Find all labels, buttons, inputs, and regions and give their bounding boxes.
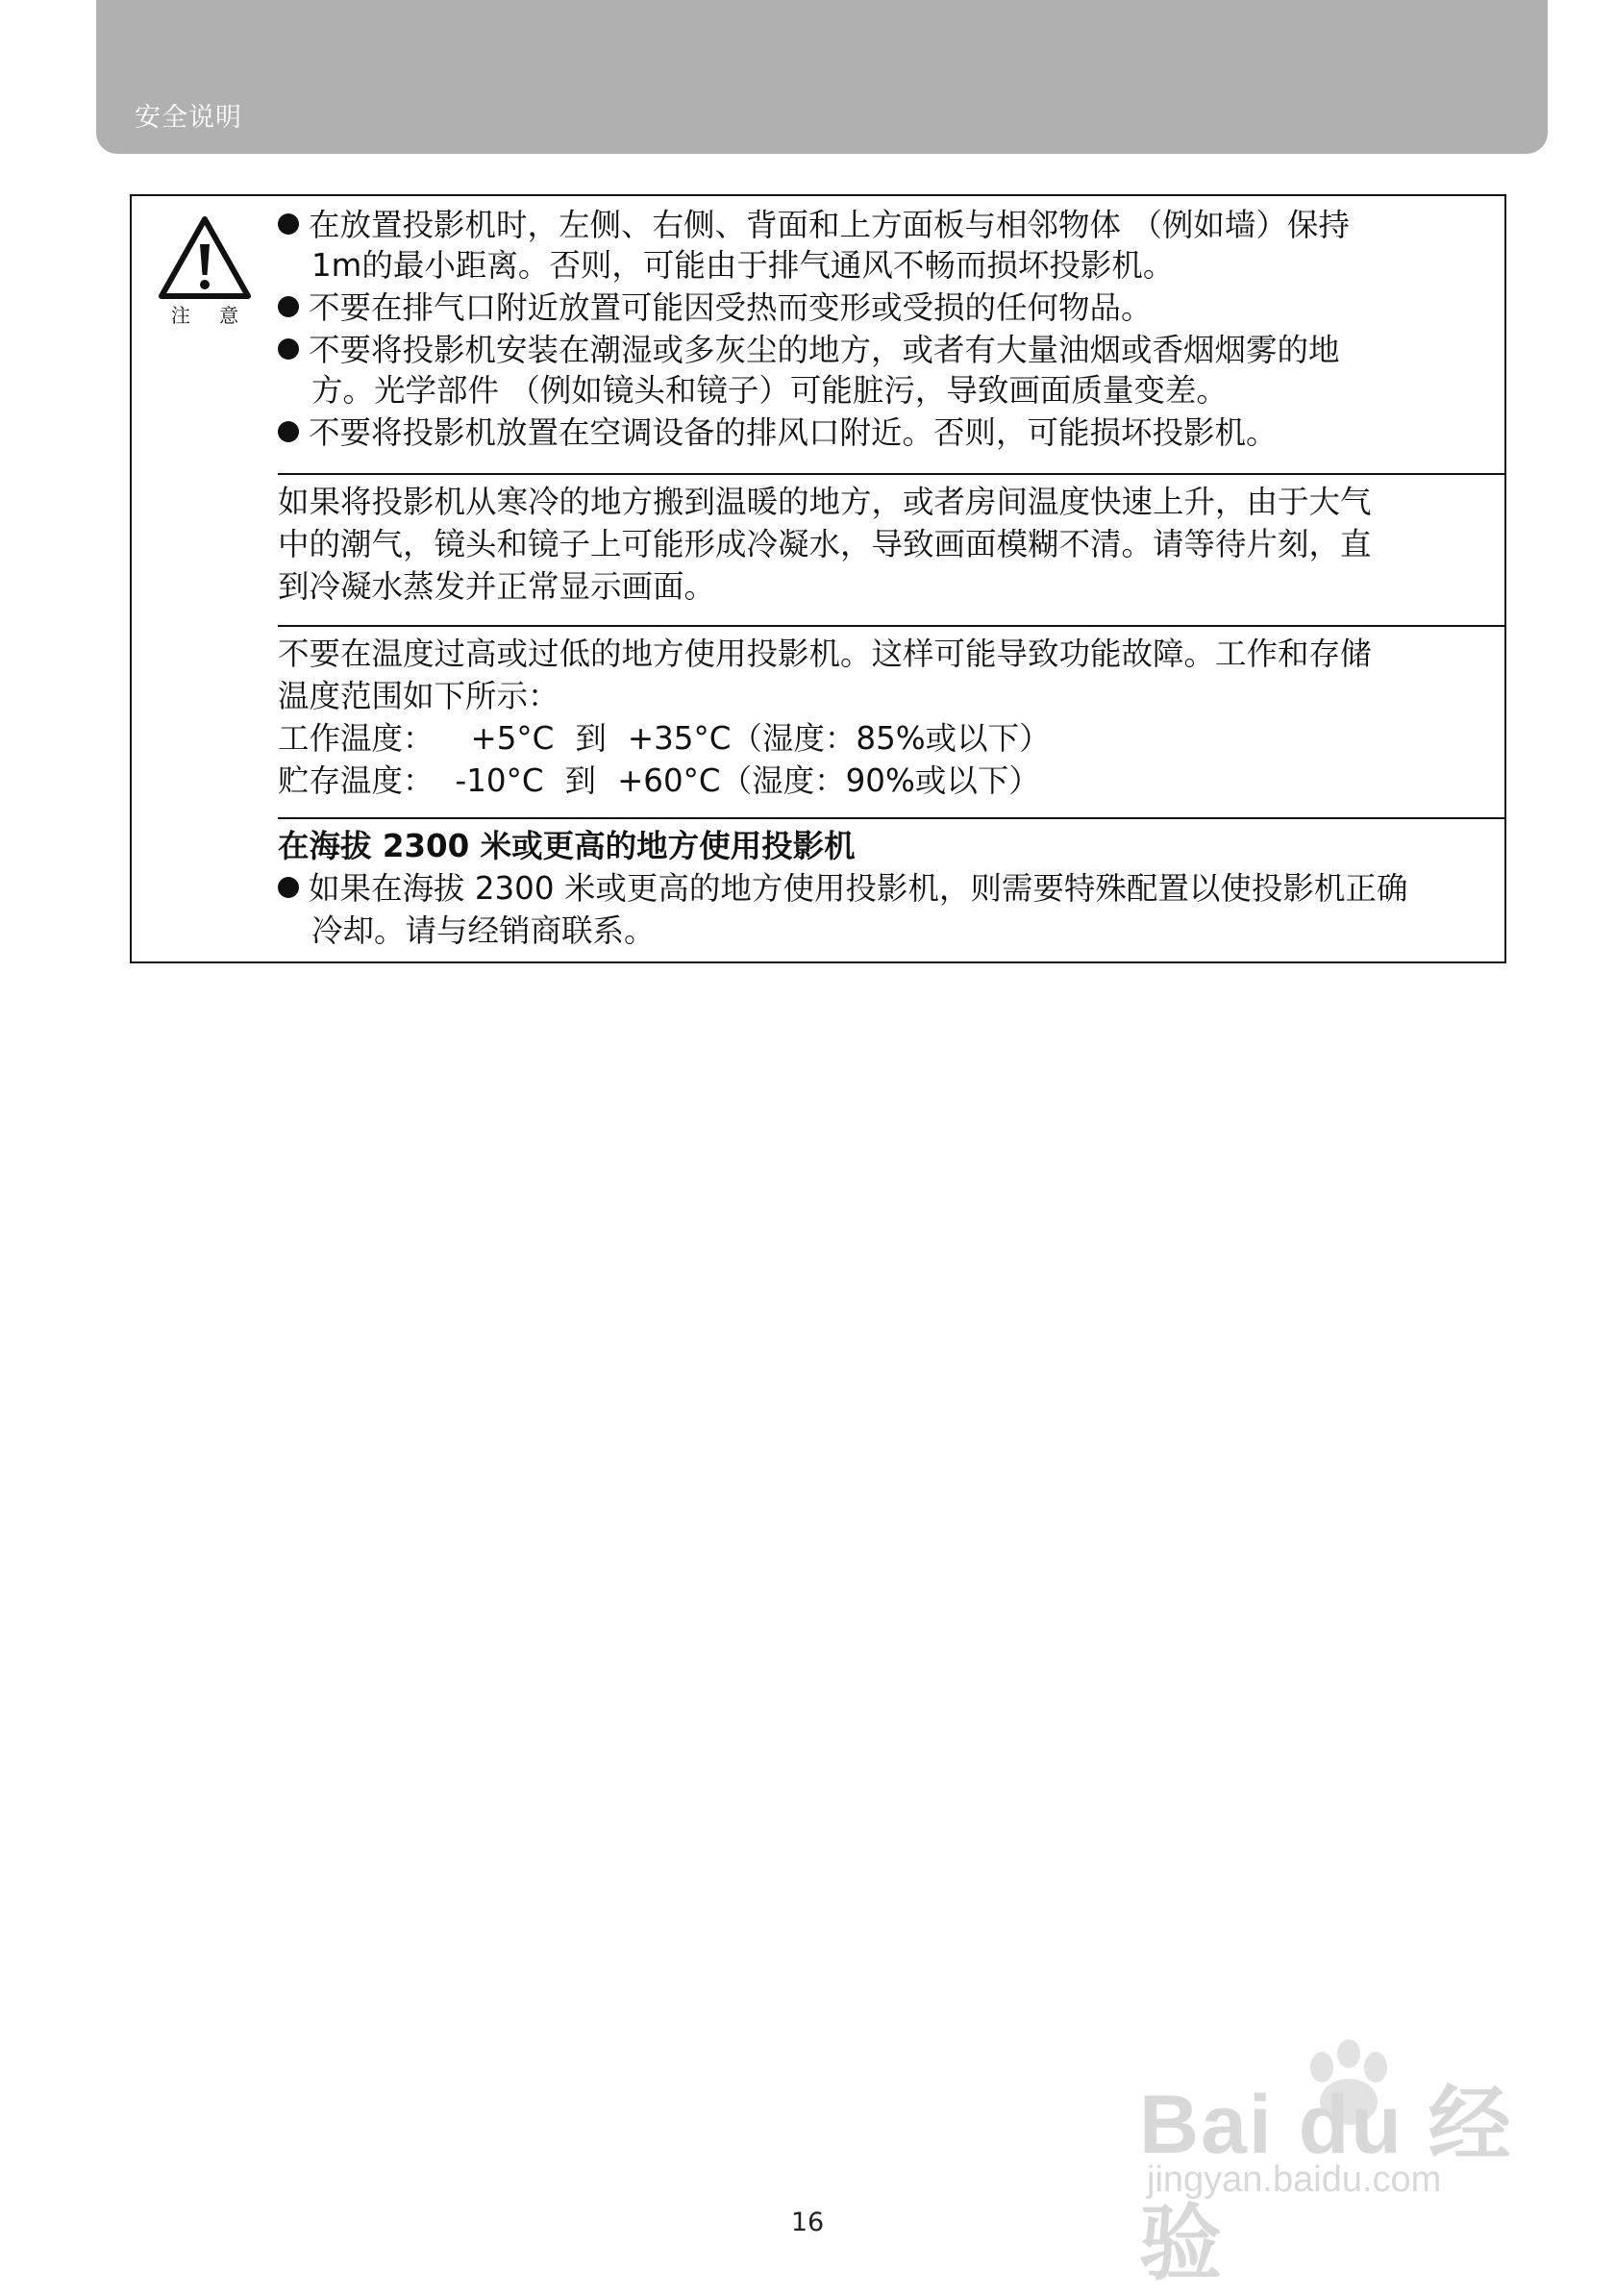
caution-sidebar — [132, 196, 278, 961]
list-item: 如果在海拔 2300 米或更高的地方使用投影机，则需要特殊配置以使投影机正确 — [278, 869, 1407, 908]
storage-temp-to: +60°C — [617, 762, 721, 799]
bullet-icon — [278, 421, 299, 442]
operating-temp-label: 工作温度： — [278, 720, 435, 757]
paragraph-line: 中的潮气，镜头和镜子上可能形成冷凝水，导致画面模糊不清。请等待片刻，直 — [278, 526, 1372, 562]
caution-label: 注 意 — [170, 304, 251, 327]
altitude-heading: 在海拔 2300 米或更高的地方使用投影机 — [278, 828, 856, 864]
watermark-logo: Bai du 经验 — [1139, 2079, 1513, 2290]
operating-temp-from: +5°C — [470, 720, 555, 757]
section-placement — [278, 196, 1504, 473]
list-item-continuation: 方。光学部件 （例如镜头和镜子）可能脏污，导致画面质量变差。 — [311, 372, 1228, 409]
bullet-icon — [278, 296, 299, 317]
operating-temperature-row — [278, 719, 1051, 758]
list-item: 不要在排气口附近放置可能因受热而变形或受损的任何物品。 — [278, 288, 1153, 327]
section-temperature — [278, 625, 1504, 817]
section-altitude — [278, 817, 1504, 961]
storage-temp-label: 贮存温度： — [278, 762, 435, 799]
paragraph-line: 不要在温度过高或过低的地方使用投影机。这样可能导致功能故障。工作和存储 — [278, 636, 1372, 672]
bullet-icon — [278, 338, 299, 360]
caution-content — [278, 196, 1504, 961]
list-item-continuation: 1m的最小距离。否则，可能由于排气通风不畅而损坏投影机。 — [311, 247, 1175, 284]
operating-temp-to: +35°C — [627, 720, 732, 757]
list-item: 不要将投影机放置在空调设备的排风口附近。否则，可能损坏投影机。 — [278, 413, 1278, 452]
operating-humidity: （湿度：85%或以下） — [731, 720, 1051, 757]
baidu-watermark — [1139, 2038, 1543, 2290]
bullet-icon — [278, 877, 299, 898]
paragraph-line: 如果将投影机从寒冷的地方搬到温暖的地方，或者房间温度快速上升，由于大气 — [278, 484, 1372, 520]
caution-box — [130, 194, 1506, 963]
storage-temp-to-word: 到 — [564, 762, 597, 799]
storage-temp-from: -10°C — [455, 762, 544, 799]
paragraph-line: 到冷凝水蒸发并正常显示画面。 — [278, 568, 716, 605]
watermark-url: jingyan.baidu.com — [1147, 2159, 1442, 2200]
storage-humidity: （湿度：90%或以下） — [720, 762, 1040, 799]
section-condensation — [278, 473, 1504, 625]
list-item: 在放置投影机时，左侧、右侧、背面和上方面板与相邻物体 （例如墙）保持 — [278, 206, 1350, 244]
list-item: 不要将投影机安装在潮湿或多灰尘的地方，或者有大量油烟或香烟烟雾的地 — [278, 331, 1340, 369]
operating-temp-to-word: 到 — [575, 720, 607, 757]
header-bar — [96, 0, 1548, 154]
paragraph-line: 温度范围如下所示： — [278, 678, 559, 714]
list-item-continuation: 冷却。请与经销商联系。 — [311, 912, 656, 949]
warning-triangle-icon — [157, 213, 253, 302]
page-number: 16 — [790, 2208, 825, 2237]
section-title: 安全说明 — [135, 103, 242, 133]
storage-temperature-row — [278, 761, 1040, 800]
bullet-icon — [278, 213, 299, 235]
